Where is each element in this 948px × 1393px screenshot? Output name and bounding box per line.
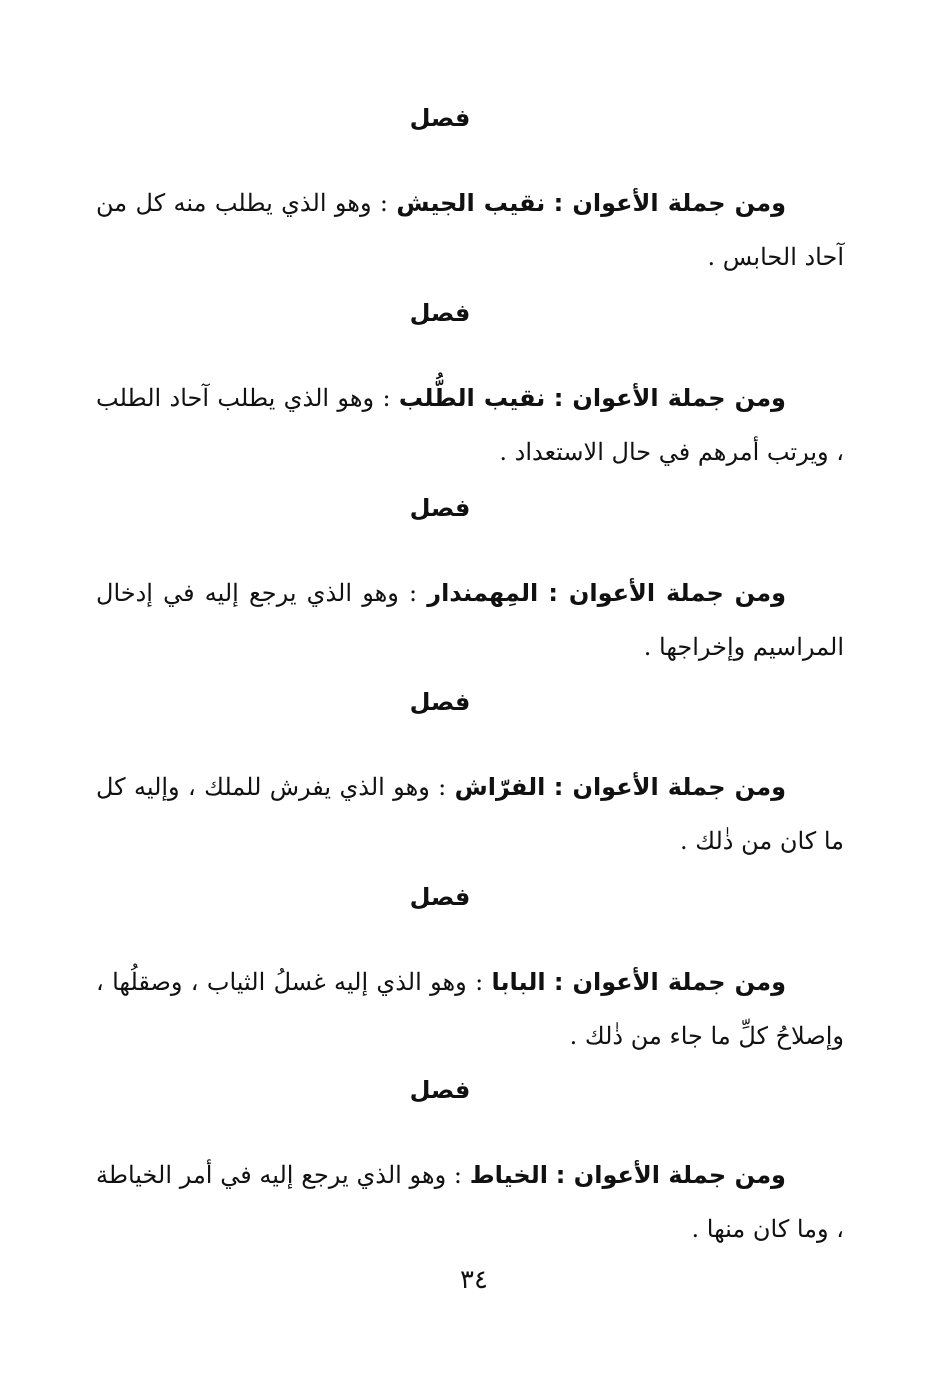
paragraph-term: نقيب الجيش [396,189,546,217]
paragraph-term: الفرّاش [454,773,546,801]
section-2 [96,295,844,479]
paragraph-term: المِهمندار [427,579,539,607]
paragraph-lead: ومن جملة الأعوان : [555,1161,786,1189]
section-heading: فصل [409,299,471,327]
paragraph-lead: ومن جملة الأعوان : [553,968,786,996]
paragraph-body: : وهو الذي يرجع إليه في أمر الخياطة ، وما كان منها . [96,1161,844,1243]
paragraph-body: : وهو الذي يفرش للملك ، وإليه كل ما كان من ذٰلك . [96,773,844,855]
section-paragraph [96,566,844,674]
section-4 [96,684,844,868]
paragraph-lead: ومن جملة الأعوان : [553,384,786,412]
section-heading: فصل [409,104,471,132]
section-1 [96,100,844,284]
section-5 [96,879,844,1063]
paragraph-body: : وهو الذي إليه غسلُ الثياب ، وصقلُها ، وإصلاحُ كلِّ ما جاء من ذٰلك . [96,968,844,1050]
paragraph-lead: ومن جملة الأعوان : [553,773,786,801]
section-heading: فصل [409,494,471,522]
paragraph-lead: ومن جملة الأعوان : [553,189,786,217]
paragraph-term: البابا [491,968,546,996]
section-heading: فصل [409,688,471,716]
section-heading: فصل [409,883,471,911]
page-number: ٣٤ [460,1265,488,1295]
paragraph-body: : وهو الذي يرجع إليه في إدخال المراسيم وإخراجها . [96,579,844,661]
section-paragraph [96,371,844,479]
section-6 [96,1072,844,1256]
section-paragraph [96,1148,844,1256]
section-3 [96,490,844,674]
section-paragraph [96,760,844,868]
paragraph-term: الخياط [469,1161,548,1189]
paragraph-body: : وهو الذي يطلب منه كل من آحاد الحابس . [96,189,844,271]
paragraph-body: : وهو الذي يطلب آحاد الطلب ، ويرتب أمرهم في حال الاستعداد . [96,384,844,466]
section-paragraph [96,176,844,284]
section-paragraph [96,955,844,1063]
paragraph-lead: ومن جملة الأعوان : [548,579,787,607]
section-heading: فصل [409,1076,471,1104]
paragraph-term: نقيب الطُّلب [398,384,546,412]
